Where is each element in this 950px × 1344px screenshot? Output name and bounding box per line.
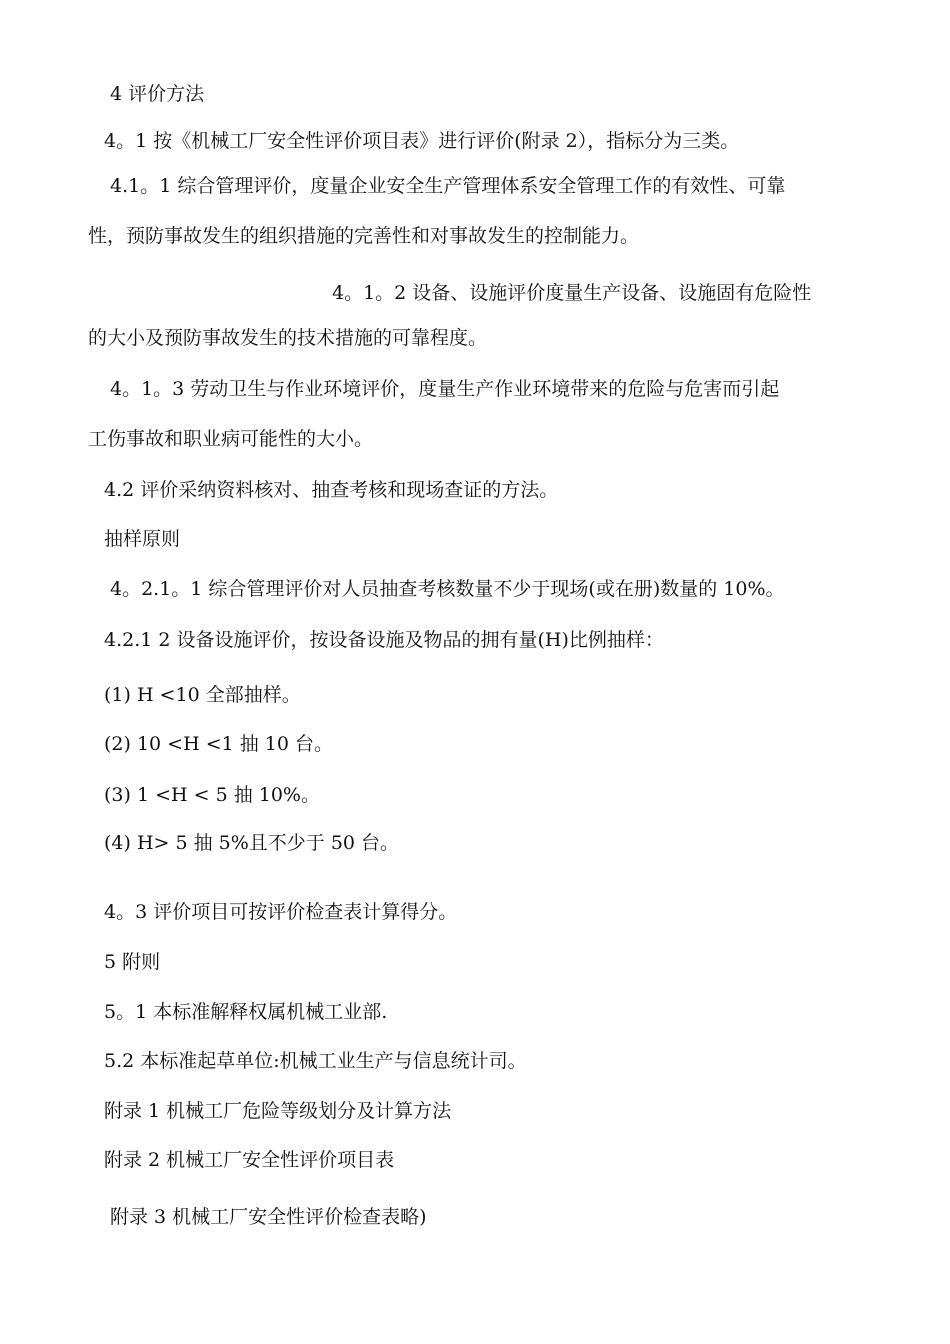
paragraph-4-2-1-2: 4.2.1 2 设备设施评价，按设备设施及物品的拥有量(H)比例抽样： bbox=[104, 629, 664, 651]
paragraph-4-3: 4。3 评价项目可按评价检查表计算得分。 bbox=[104, 901, 458, 923]
list-item-1: (1) H <10 全部抽样。 bbox=[104, 684, 301, 706]
paragraph-5-2: 5.2 本标准起草单位:机械工业生产与信息统计司。 bbox=[104, 1050, 527, 1072]
subheading-sampling: 抽样原则 bbox=[104, 528, 181, 550]
paragraph-4-1-1-line2: 性，预防事故发生的组织措施的完善性和对事故发生的控制能力。 bbox=[88, 225, 640, 247]
paragraph-4-1-2-line2: 的大小及预防事故发生的技术措施的可靠程度。 bbox=[88, 327, 488, 349]
appendix-1: 附录 1 机械工厂危险等级划分及计算方法 bbox=[104, 1100, 452, 1122]
paragraph-4-1-3-line1: 4。1。3 劳动卫生与作业环境评价，度量生产作业环境带来的危险与危害而引起 bbox=[110, 378, 780, 400]
paragraph-5-1: 5。1 本标准解释权属机械工业部. bbox=[104, 1001, 388, 1023]
paragraph-4-1-2-line1: 4。1。2 设备、设施评价度量生产设备、设施固有危险性 bbox=[332, 282, 812, 304]
section-heading-4: 4 评价方法 bbox=[110, 83, 205, 105]
list-item-2: (2) 10 <H <1 抽 10 台。 bbox=[104, 733, 334, 755]
appendix-3: 附录 3 机械工厂安全性评价检查表略) bbox=[110, 1206, 427, 1228]
section-heading-5: 5 附则 bbox=[104, 951, 161, 973]
paragraph-4-2-1-1: 4。2.1。1 综合管理评价对人员抽查考核数量不少于现场(或在册)数量的 10%。 bbox=[110, 578, 785, 600]
paragraph-4-2: 4.2 评价采纳资料核对、抽查考核和现场查证的方法。 bbox=[104, 479, 559, 501]
list-item-4: (4) H> 5 抽 5%且不少于 50 台。 bbox=[104, 832, 400, 854]
appendix-2: 附录 2 机械工厂安全性评价项目表 bbox=[104, 1149, 395, 1171]
paragraph-4-1: 4。1 按《机械工厂安全性评价项目表》进行评价(附录 2），指标分为三类。 bbox=[104, 130, 740, 152]
paragraph-4-1-3-line2: 工伤事故和职业病可能性的大小。 bbox=[88, 428, 374, 450]
paragraph-4-1-1-line1: 4.1。1 综合管理评价，度量企业安全生产管理体系安全管理工作的有效性、可靠 bbox=[110, 175, 786, 197]
list-item-3: (3) 1 <H < 5 抽 10%。 bbox=[104, 784, 320, 806]
